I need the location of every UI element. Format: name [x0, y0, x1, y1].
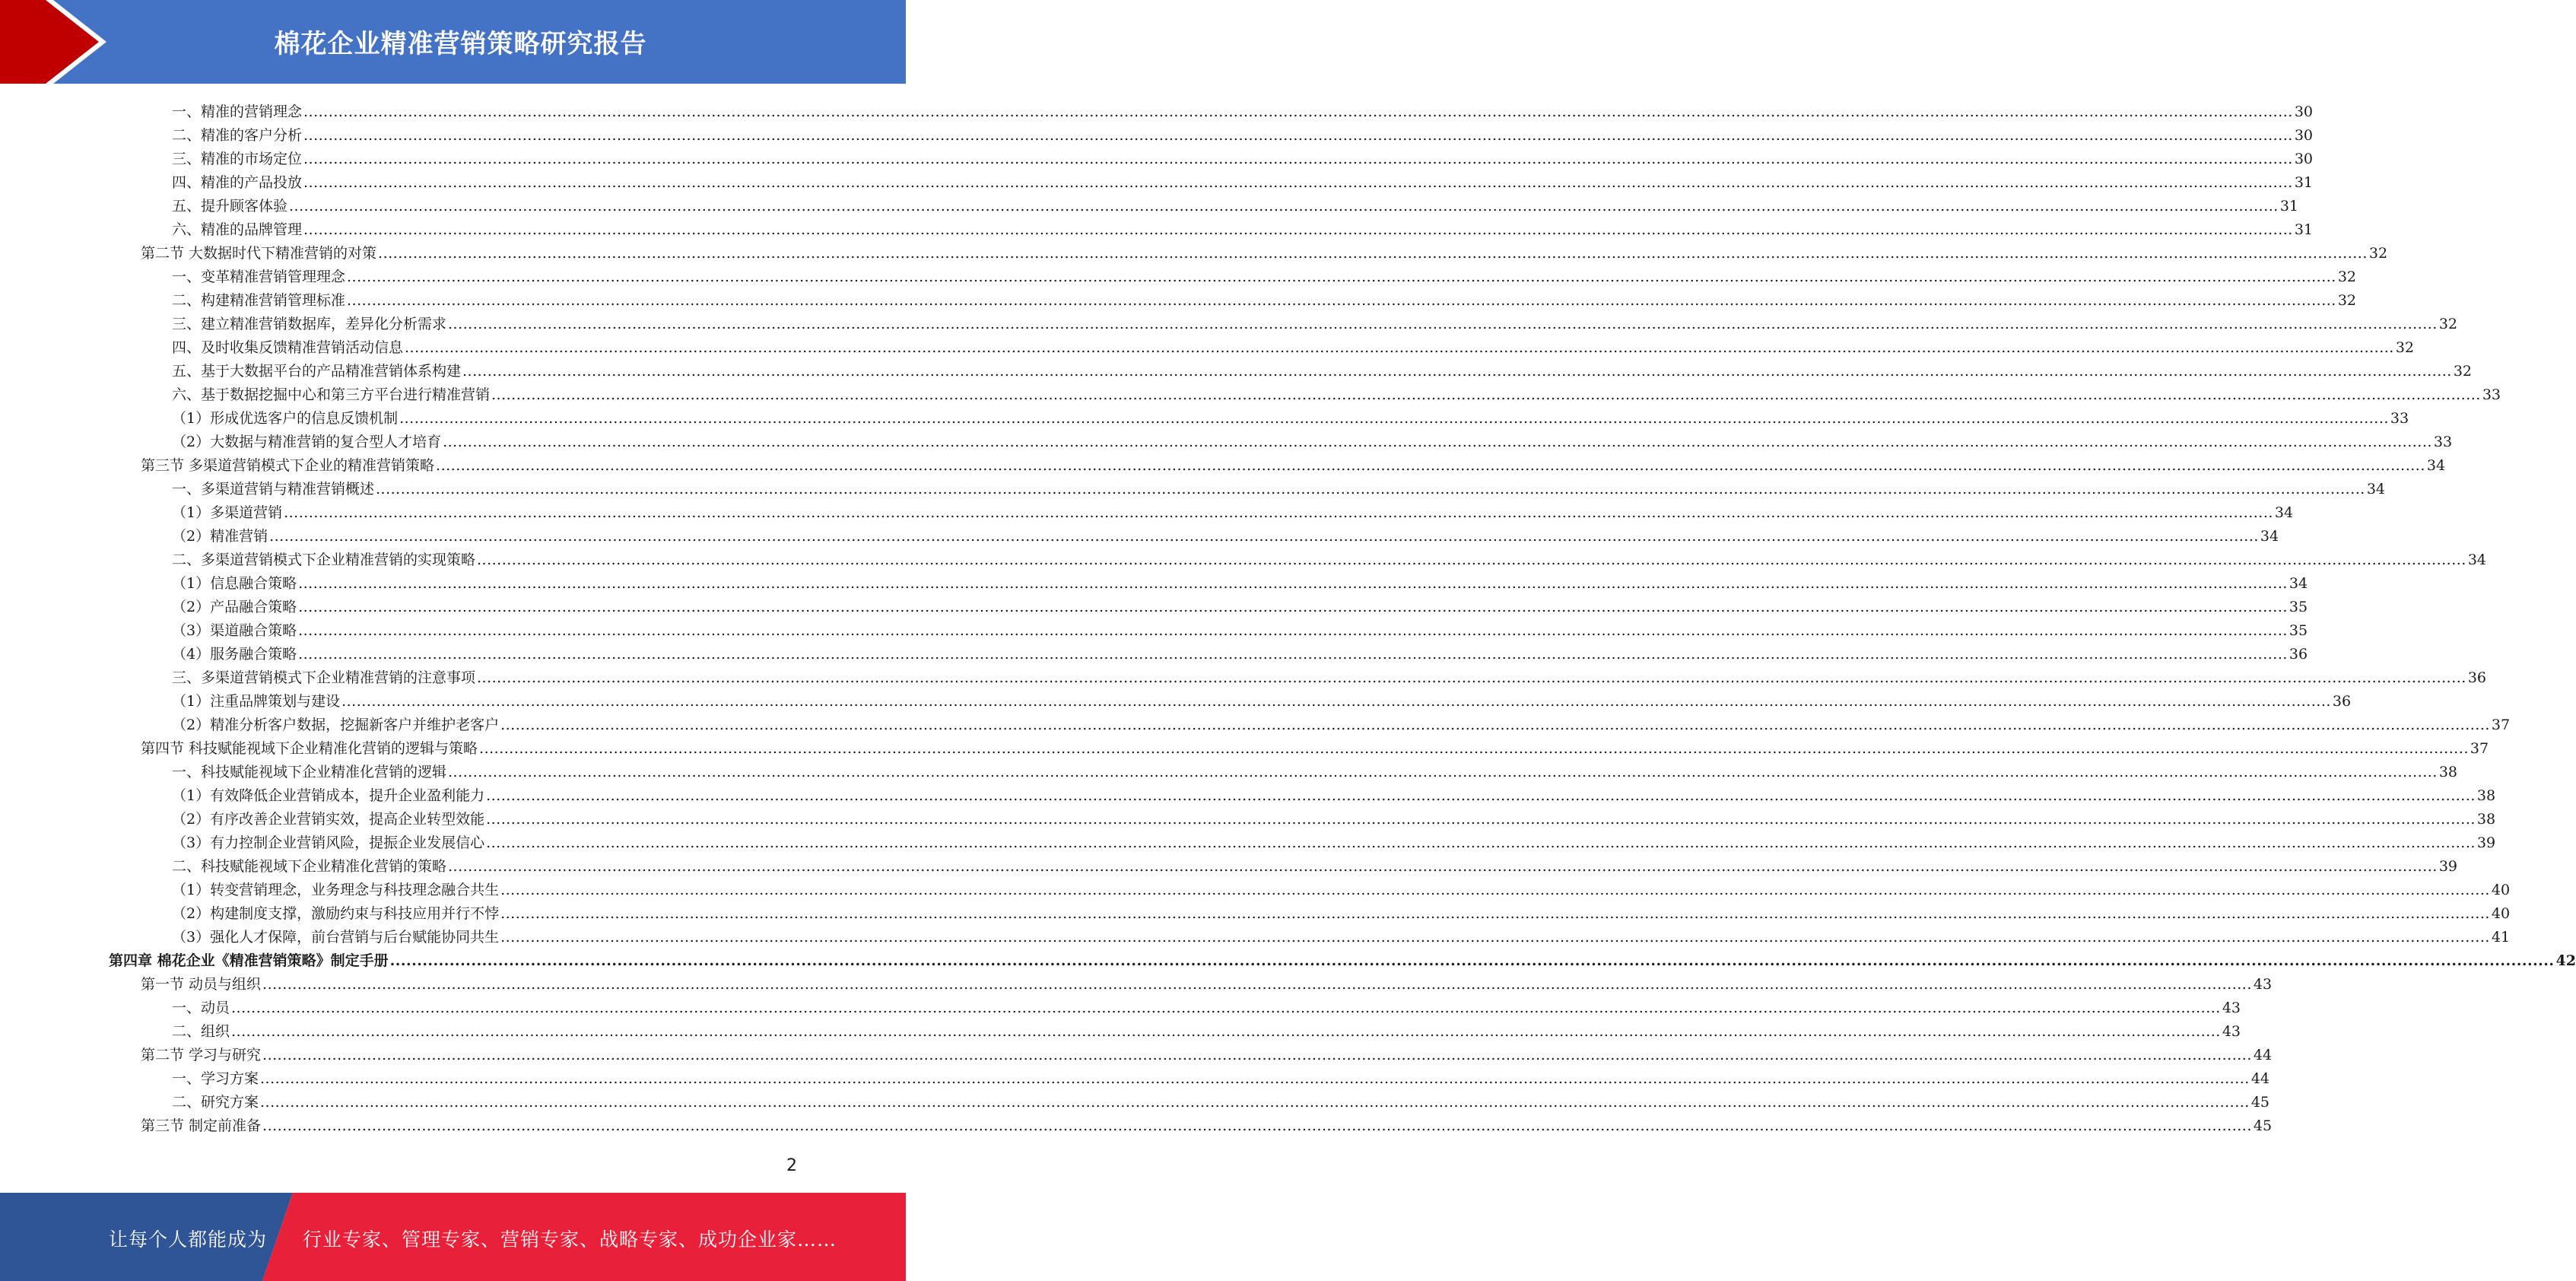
toc-leader-dots: ................................................................................................................................................................................................................................................................................................................................................................................................................ — [303, 174, 2293, 191]
toc-entry-page: 37 — [2491, 717, 2511, 733]
toc-entry-page: 30 — [2294, 127, 2314, 144]
toc-leader-dots: ................................................................................................................................................................................................................................................................................................................................................................................................................ — [491, 386, 2481, 403]
toc-entry-item[interactable] — [172, 215, 2314, 239]
toc-leader-dots: ................................................................................................................................................................................................................................................................................................................................................................................................................ — [298, 622, 2288, 639]
toc-entry-page: 35 — [2289, 599, 2308, 615]
toc-entry-title: （1）信息融合策略 — [172, 575, 297, 592]
toc-entry-item[interactable] — [172, 993, 2241, 1017]
page-footer — [0, 1193, 906, 1281]
toc-entry-page: 33 — [2482, 386, 2501, 403]
toc-entry-title: （2）产品融合策略 — [172, 599, 297, 615]
toc-entry-title: 一、多渠道营销与精准营销概述 — [172, 481, 375, 497]
toc-entry-page: 44 — [2253, 1047, 2273, 1063]
page-header — [0, 0, 906, 84]
toc-entry-item[interactable] — [172, 145, 2314, 168]
toc-entry-title: 一、变革精准营销管理理念 — [172, 269, 346, 285]
toc-leader-dots: ................................................................................................................................................................................................................................................................................................................................................................................................................ — [477, 551, 2466, 568]
toc-entry-title: 一、学习方案 — [172, 1070, 259, 1087]
toc-entry-page: 32 — [2395, 339, 2415, 356]
toc-entry-page: 32 — [2368, 245, 2388, 262]
toc-leader-dots: ................................................................................................................................................................................................................................................................................................................................................................................................................ — [341, 693, 2331, 710]
toc-entry-title: 三、建立精准营销数据库，差异化分析需求 — [172, 316, 447, 332]
toc-entry-title: 一、科技赋能视域下企业精准化营销的逻辑 — [172, 764, 447, 780]
toc-entry-item[interactable] — [172, 475, 2386, 498]
toc-entry-title: 第二节 大数据时代下精准营销的对策 — [141, 245, 377, 262]
toc-entry-item[interactable] — [172, 168, 2314, 192]
toc-leader-dots: ................................................................................................................................................................................................................................................................................................................................................................................................................ — [500, 717, 2490, 733]
toc-entry-page: 36 — [2467, 669, 2487, 686]
toc-entry-title: 五、基于大数据平台的产品精准营销体系构建 — [172, 363, 462, 380]
toc-entry-page: 30 — [2294, 103, 2314, 120]
toc-leader-dots: ................................................................................................................................................................................................................................................................................................................................................................................................................ — [500, 882, 2490, 898]
toc-leader-dots: ................................................................................................................................................................................................................................................................................................................................................................................................................ — [500, 905, 2490, 922]
toc-leader-dots: ................................................................................................................................................................................................................................................................................................................................................................................................................ — [260, 1094, 2250, 1111]
toc-entry-title: （2）有序改善企业营销实效，提高企业转型效能 — [172, 811, 485, 828]
toc-entry-page: 41 — [2491, 929, 2511, 946]
toc-entry-sub[interactable] — [172, 640, 2308, 663]
toc-entry-page: 40 — [2491, 882, 2511, 898]
toc-leader-dots: ................................................................................................................................................................................................................................................................................................................................................................................................................ — [260, 1070, 2250, 1087]
footer-slogan-right: 行业专家、管理专家、营销专家、战略专家、成功企业家…… — [303, 1229, 837, 1251]
toc-entry-title: 第三节 多渠道营销模式下企业的精准营销策略 — [141, 457, 435, 474]
toc-entry-page: 45 — [2253, 1117, 2273, 1134]
toc-leader-dots: ................................................................................................................................................................................................................................................................................................................................................................................................................ — [448, 316, 2438, 332]
toc-entry-page: 31 — [2294, 174, 2314, 191]
toc-entry-page: 45 — [2250, 1094, 2270, 1111]
toc-entry-title: （2）大数据与精准营销的复合型人才培育 — [172, 434, 442, 450]
toc-entry-item[interactable] — [172, 333, 2415, 357]
toc-entry-title: （4）服务融合策略 — [172, 646, 297, 663]
toc-leader-dots: ................................................................................................................................................................................................................................................................................................................................................................................................................ — [298, 575, 2288, 592]
toc-entry-item[interactable] — [172, 192, 2299, 215]
toc-leader-dots: ................................................................................................................................................................................................................................................................................................................................................................................................................ — [436, 457, 2425, 474]
toc-leader-dots: ................................................................................................................................................................................................................................................................................................................................................................................................................ — [486, 811, 2476, 828]
toc-entry-sub[interactable] — [172, 428, 2453, 451]
toc-entry-title: 四、精准的产品投放 — [172, 174, 303, 191]
toc-entry-item[interactable] — [172, 1088, 2270, 1111]
toc-entry-page: 32 — [2453, 363, 2473, 380]
toc-entry-title: （3）渠道融合策略 — [172, 622, 297, 639]
footer-slogan-left: 让每个人都能成为 — [109, 1229, 268, 1251]
toc-leader-dots: ................................................................................................................................................................................................................................................................................................................................................................................................................ — [262, 1117, 2252, 1134]
toc-entry-page: 36 — [2332, 693, 2352, 710]
toc-entry-page: 40 — [2491, 905, 2511, 922]
toc-entry-title: （1）注重品牌策划与建设 — [172, 693, 341, 710]
toc-leader-dots: ................................................................................................................................................................................................................................................................................................................................................................................................................ — [448, 764, 2438, 780]
toc-entry-sub[interactable] — [172, 687, 2352, 710]
toc-entry-page: 43 — [2222, 1000, 2241, 1016]
toc-entry-page: 38 — [2476, 811, 2496, 828]
toc-leader-dots: ................................................................................................................................................................................................................................................................................................................................................................................................................ — [443, 434, 2432, 450]
toc-entry-title: （3）强化人才保障，前台营销与后台赋能协同共生 — [172, 929, 500, 946]
toc-leader-dots: ................................................................................................................................................................................................................................................................................................................................................................................................................ — [298, 599, 2288, 615]
toc-entry-page: 34 — [2260, 528, 2279, 545]
toc-entry-title: （1）转变营销理念，业务理念与科技理念融合共生 — [172, 882, 500, 898]
toc-entry-sub[interactable] — [172, 569, 2308, 593]
toc-entry-item[interactable] — [172, 380, 2501, 404]
toc-entry-page: 34 — [2274, 504, 2294, 521]
toc-entry-title: 第四章 棉花企业《精准营销策略》制定手册 — [109, 952, 389, 969]
toc-leader-dots: ................................................................................................................................................................................................................................................................................................................................................................................................................ — [262, 976, 2252, 993]
toc-entry-title: （1）有效降低企业营销成本，提升企业盈利能力 — [172, 787, 485, 804]
toc-leader-dots: ................................................................................................................................................................................................................................................................................................................................................................................................................ — [448, 858, 2438, 875]
toc-entry-page: 33 — [2433, 434, 2453, 450]
toc-leader-dots: ................................................................................................................................................................................................................................................................................................................................................................................................................ — [303, 103, 2293, 120]
toc-entry-page: 34 — [2366, 481, 2386, 497]
toc-entry-section[interactable] — [141, 451, 2446, 475]
toc-entry-title: 二、组织 — [172, 1023, 230, 1040]
toc-entry-title: 六、基于数据挖掘中心和第三方平台进行精准营销 — [172, 386, 491, 403]
toc-entry-sub[interactable] — [172, 876, 2511, 899]
toc-leader-dots: ................................................................................................................................................................................................................................................................................................................................................................................................................ — [378, 245, 2368, 262]
toc-entry-page: 38 — [2438, 764, 2458, 780]
toc-leader-dots: ................................................................................................................................................................................................................................................................................................................................................................................................................ — [284, 504, 2273, 521]
toc-entry-title: 二、精准的客户分析 — [172, 127, 303, 144]
toc-entry-section[interactable] — [141, 734, 2489, 758]
toc-entry-item[interactable] — [172, 1017, 2241, 1041]
toc-entry-title: 第一节 动员与组织 — [141, 976, 262, 993]
toc-entry-title: （3）有力控制企业营销风险，提振企业发展信心 — [172, 834, 485, 851]
toc-entry-page: 38 — [2476, 787, 2496, 804]
page-title: 棉花企业精准营销策略研究报告 — [274, 29, 647, 59]
toc-entry-sub[interactable] — [172, 498, 2294, 522]
toc-entry-sub[interactable] — [172, 404, 2409, 428]
toc-entry-sub[interactable] — [172, 805, 2496, 828]
toc-entry-page: 31 — [2279, 198, 2299, 215]
toc-entry-page: 43 — [2222, 1023, 2241, 1040]
toc-entry-title: （2）精准分析客户数据，挖掘新客户并维护老客户 — [172, 717, 500, 733]
toc-entry-page: 42 — [2555, 952, 2576, 969]
toc-entry-item[interactable] — [172, 97, 2314, 121]
toc-entry-section[interactable] — [141, 239, 2388, 262]
toc-entry-title: 二、研究方案 — [172, 1094, 259, 1111]
toc-entry-page: 43 — [2253, 976, 2273, 993]
toc-entry-title: 一、精准的营销理念 — [172, 103, 303, 120]
toc-entry-item[interactable] — [172, 758, 2458, 781]
toc-leader-dots: ................................................................................................................................................................................................................................................................................................................................................................................................................ — [262, 1047, 2252, 1063]
toc-leader-dots: ................................................................................................................................................................................................................................................................................................................................................................................................................ — [289, 198, 2279, 215]
toc-entry-sub[interactable] — [172, 781, 2496, 805]
toc-entry-page: 32 — [2337, 292, 2357, 309]
toc-entry-item[interactable] — [172, 310, 2458, 333]
toc-entry-section[interactable] — [141, 970, 2273, 993]
toc-entry-page: 35 — [2289, 622, 2308, 639]
toc-entry-page: 37 — [2470, 740, 2489, 757]
toc-leader-dots: ................................................................................................................................................................................................................................................................................................................................................................................................................ — [389, 952, 2555, 969]
toc-entry-page: 36 — [2289, 646, 2308, 663]
toc-entry-section[interactable] — [141, 1041, 2273, 1064]
toc-leader-dots: ................................................................................................................................................................................................................................................................................................................................................................................................................ — [303, 221, 2293, 238]
toc-entry-chapter[interactable] — [109, 946, 2576, 970]
toc-leader-dots: ................................................................................................................................................................................................................................................................................................................................................................................................................ — [303, 151, 2293, 167]
toc-entry-item[interactable] — [172, 1064, 2270, 1088]
toc-leader-dots: ................................................................................................................................................................................................................................................................................................................................................................................................................ — [462, 363, 2452, 380]
toc-entry-sub[interactable] — [172, 616, 2308, 640]
toc-entry-title: 二、构建精准营销管理标准 — [172, 292, 346, 309]
toc-leader-dots: ................................................................................................................................................................................................................................................................................................................................................................................................................ — [347, 292, 2336, 309]
toc-entry-title: （2）构建制度支撑，激励约束与科技应用并行不悖 — [172, 905, 500, 922]
toc-leader-dots: ................................................................................................................................................................................................................................................................................................................................................................................................................ — [477, 669, 2466, 686]
toc-entry-title: 一、动员 — [172, 1000, 230, 1016]
toc-entry-title: （1）多渠道营销 — [172, 504, 283, 521]
toc-entry-item[interactable] — [172, 262, 2357, 286]
toc-leader-dots: ................................................................................................................................................................................................................................................................................................................................................................................................................ — [486, 787, 2476, 804]
toc-leader-dots: ................................................................................................................................................................................................................................................................................................................................................................................................................ — [298, 646, 2288, 663]
toc-entry-item[interactable] — [172, 357, 2473, 380]
toc-entry-page: 34 — [2289, 575, 2308, 592]
toc-entry-title: 二、科技赋能视域下企业精准化营销的策略 — [172, 858, 447, 875]
toc-entry-page: 31 — [2294, 221, 2314, 238]
toc-entry-sub[interactable] — [172, 828, 2496, 852]
toc-entry-title: （1）形成优选客户的信息反馈机制 — [172, 410, 399, 427]
toc-entry-item[interactable] — [172, 663, 2487, 687]
toc-entry-item[interactable] — [172, 852, 2458, 876]
toc-leader-dots: ................................................................................................................................................................................................................................................................................................................................................................................................................ — [231, 1000, 2221, 1016]
toc-entry-item[interactable] — [172, 121, 2314, 145]
toc-entry-title: 六、精准的品牌管理 — [172, 221, 303, 238]
toc-leader-dots: ................................................................................................................................................................................................................................................................................................................................................................................................................ — [303, 127, 2293, 144]
toc-entry-page: 39 — [2476, 834, 2496, 851]
toc-entry-title: 第三节 制定前准备 — [141, 1117, 262, 1134]
toc-entry-title: 第四节 科技赋能视域下企业精准化营销的逻辑与策略 — [141, 740, 478, 757]
toc-entry-title: 四、及时收集反馈精准营销活动信息 — [172, 339, 404, 356]
toc-leader-dots: ................................................................................................................................................................................................................................................................................................................................................................................................................ — [231, 1023, 2221, 1040]
toc-entry-page: 30 — [2294, 151, 2314, 167]
toc-leader-dots: ................................................................................................................................................................................................................................................................................................................................................................................................................ — [500, 929, 2490, 946]
toc-entry-title: 三、多渠道营销模式下企业精准营销的注意事项 — [172, 669, 476, 686]
toc-leader-dots: ................................................................................................................................................................................................................................................................................................................................................................................................................ — [399, 410, 2389, 427]
toc-leader-dots: ................................................................................................................................................................................................................................................................................................................................................................................................................ — [269, 528, 2259, 545]
toc-leader-dots: ................................................................................................................................................................................................................................................................................................................................................................................................................ — [347, 269, 2336, 285]
toc-entry-page: 32 — [2438, 316, 2458, 332]
toc-entry-title: （2）精准营销 — [172, 528, 268, 545]
toc-leader-dots: ................................................................................................................................................................................................................................................................................................................................................................................................................ — [405, 339, 2394, 356]
toc-entry-item[interactable] — [172, 286, 2357, 310]
toc-entry-title: 五、提升顾客体验 — [172, 198, 288, 215]
toc-entry-page: 44 — [2250, 1070, 2270, 1087]
toc-entry-sub[interactable] — [172, 923, 2511, 946]
toc-entry-page: 34 — [2467, 551, 2487, 568]
toc-entry-title: 三、精准的市场定位 — [172, 151, 303, 167]
page-number: 2 — [786, 1156, 797, 1175]
toc-entry-item[interactable] — [172, 545, 2487, 569]
toc-entry-title: 二、多渠道营销模式下企业精准营销的实现策略 — [172, 551, 476, 568]
toc-entry-page: 32 — [2337, 269, 2357, 285]
toc-entry-sub[interactable] — [172, 899, 2511, 923]
toc-entry-section[interactable] — [141, 1111, 2273, 1135]
toc-leader-dots: ................................................................................................................................................................................................................................................................................................................................................................................................................ — [479, 740, 2469, 757]
toc-entry-sub[interactable] — [172, 522, 2279, 545]
toc-entry-page: 33 — [2390, 410, 2409, 427]
toc-entry-sub[interactable] — [172, 710, 2511, 734]
toc-leader-dots: ................................................................................................................................................................................................................................................................................................................................................................................................................ — [376, 481, 2365, 497]
toc-entry-page: 39 — [2438, 858, 2458, 875]
toc-entry-page: 34 — [2426, 457, 2446, 474]
toc-leader-dots: ................................................................................................................................................................................................................................................................................................................................................................................................................ — [486, 834, 2476, 851]
toc-entry-sub[interactable] — [172, 593, 2308, 616]
toc-entry-title: 第二节 学习与研究 — [141, 1047, 262, 1063]
